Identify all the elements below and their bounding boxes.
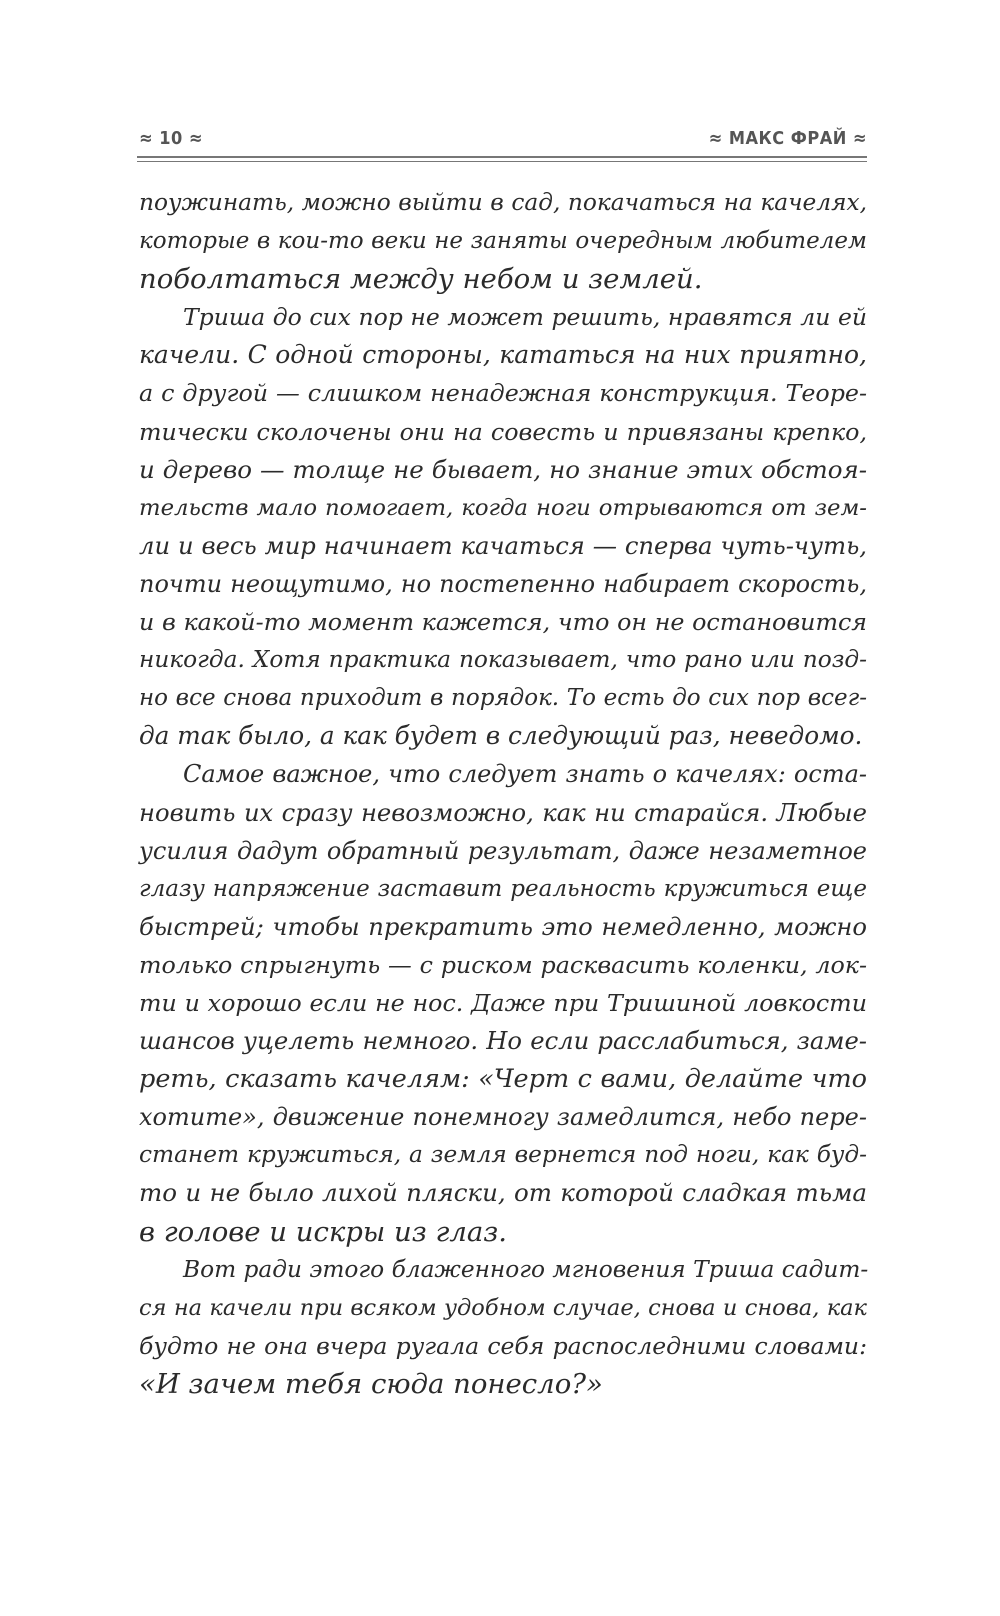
text-line: качели. С одной стороны, кататься на них приятно, [139, 340, 867, 370]
header-rule-thin [137, 161, 867, 162]
text-line: поужинать, можно выйти в сад, покачаться на качелях, [139, 189, 867, 216]
text-line: и в какой-то момент кажется, что он не остановится [139, 608, 867, 637]
running-header [139, 128, 867, 154]
text-line: реть, сказать качелям: «Черт с вами, делайте что [139, 1064, 867, 1095]
text-line: ли и весь мир начинает качаться — сперва чуть-чуть, [139, 530, 867, 560]
text-line: никогда. Хотя практика показывает, что рано или позд- [139, 646, 867, 674]
text-line: быстрей; чтобы прекратить это немедленно, можно [139, 911, 867, 941]
text-line: которые в кои-то веки не заняты очередным любителем [139, 228, 867, 255]
text-line: новить их сразу невозможно, как ни старайся. Любые [139, 797, 867, 827]
text-line: ти и хорошо если не нос. Даже при Тришиной ловкости [139, 988, 867, 1017]
paragraph-first-line: Вот ради этого блаженного мгновения Триша садит- [183, 1255, 869, 1283]
text-line: и дерево — толще не бывает, но знание этих обстоя- [139, 454, 867, 484]
text-line: глазу напряжение заставит реальность кружиться еще [139, 875, 867, 902]
body-text [139, 184, 867, 1403]
text-line: станет кружиться, а земля вернется под ноги, как буд- [139, 1141, 867, 1169]
paragraph-end-line: поболтаться между небом и землей. [139, 263, 703, 296]
header-rule-thick [137, 156, 867, 158]
text-line: но все снова приходит в порядок. То есть до сих пор всег- [139, 685, 867, 712]
running-head-author: ≈ МАКС ФРАЙ ≈ [708, 128, 867, 149]
text-line: а с другой — слишком ненадежная конструкция. Теоре- [139, 379, 867, 408]
paragraph-end-line: да так было, а как будет в следующий раз, неведомо. [139, 721, 863, 751]
paragraph-end-line: в голове и искры из глаз. [139, 1215, 508, 1248]
text-line: шансов уцелеть немного. Но если расслабиться, заме- [139, 1026, 867, 1056]
text-line: тически сколочены они на совесть и привязаны крепко, [139, 417, 867, 446]
paragraph-first-line: Самое важное, что следует знать о качелях: оста- [183, 760, 867, 789]
text-line: ся на качели при всяком удобном случае, снова и снова, как [139, 1294, 867, 1321]
text-line: хотите», движение понемногу замедлится, небо пере- [139, 1103, 867, 1132]
text-line: усилия дадут обратный результат, даже незаметное [139, 836, 867, 865]
text-line: будто не она вчера ругала себя распоследними словами: [139, 1331, 867, 1360]
text-line: почти неощутимо, но постепенно набирает скорость, [139, 569, 867, 598]
page-number: ≈ 10 ≈ [139, 128, 203, 149]
text-line: то и не было лихой пляски, от которой сладкая тьма [139, 1178, 867, 1208]
paragraph-first-line: Триша до сих пор не может решить, нравятся ли ей [183, 303, 867, 332]
paragraph-end-line: «И зачем тебя сюда понесло?» [139, 1367, 603, 1400]
text-line: тельств мало помогает, когда ноги отрываются от зем- [139, 494, 867, 521]
text-line: только спрыгнуть — с риском расквасить коленки, лок- [139, 950, 867, 979]
